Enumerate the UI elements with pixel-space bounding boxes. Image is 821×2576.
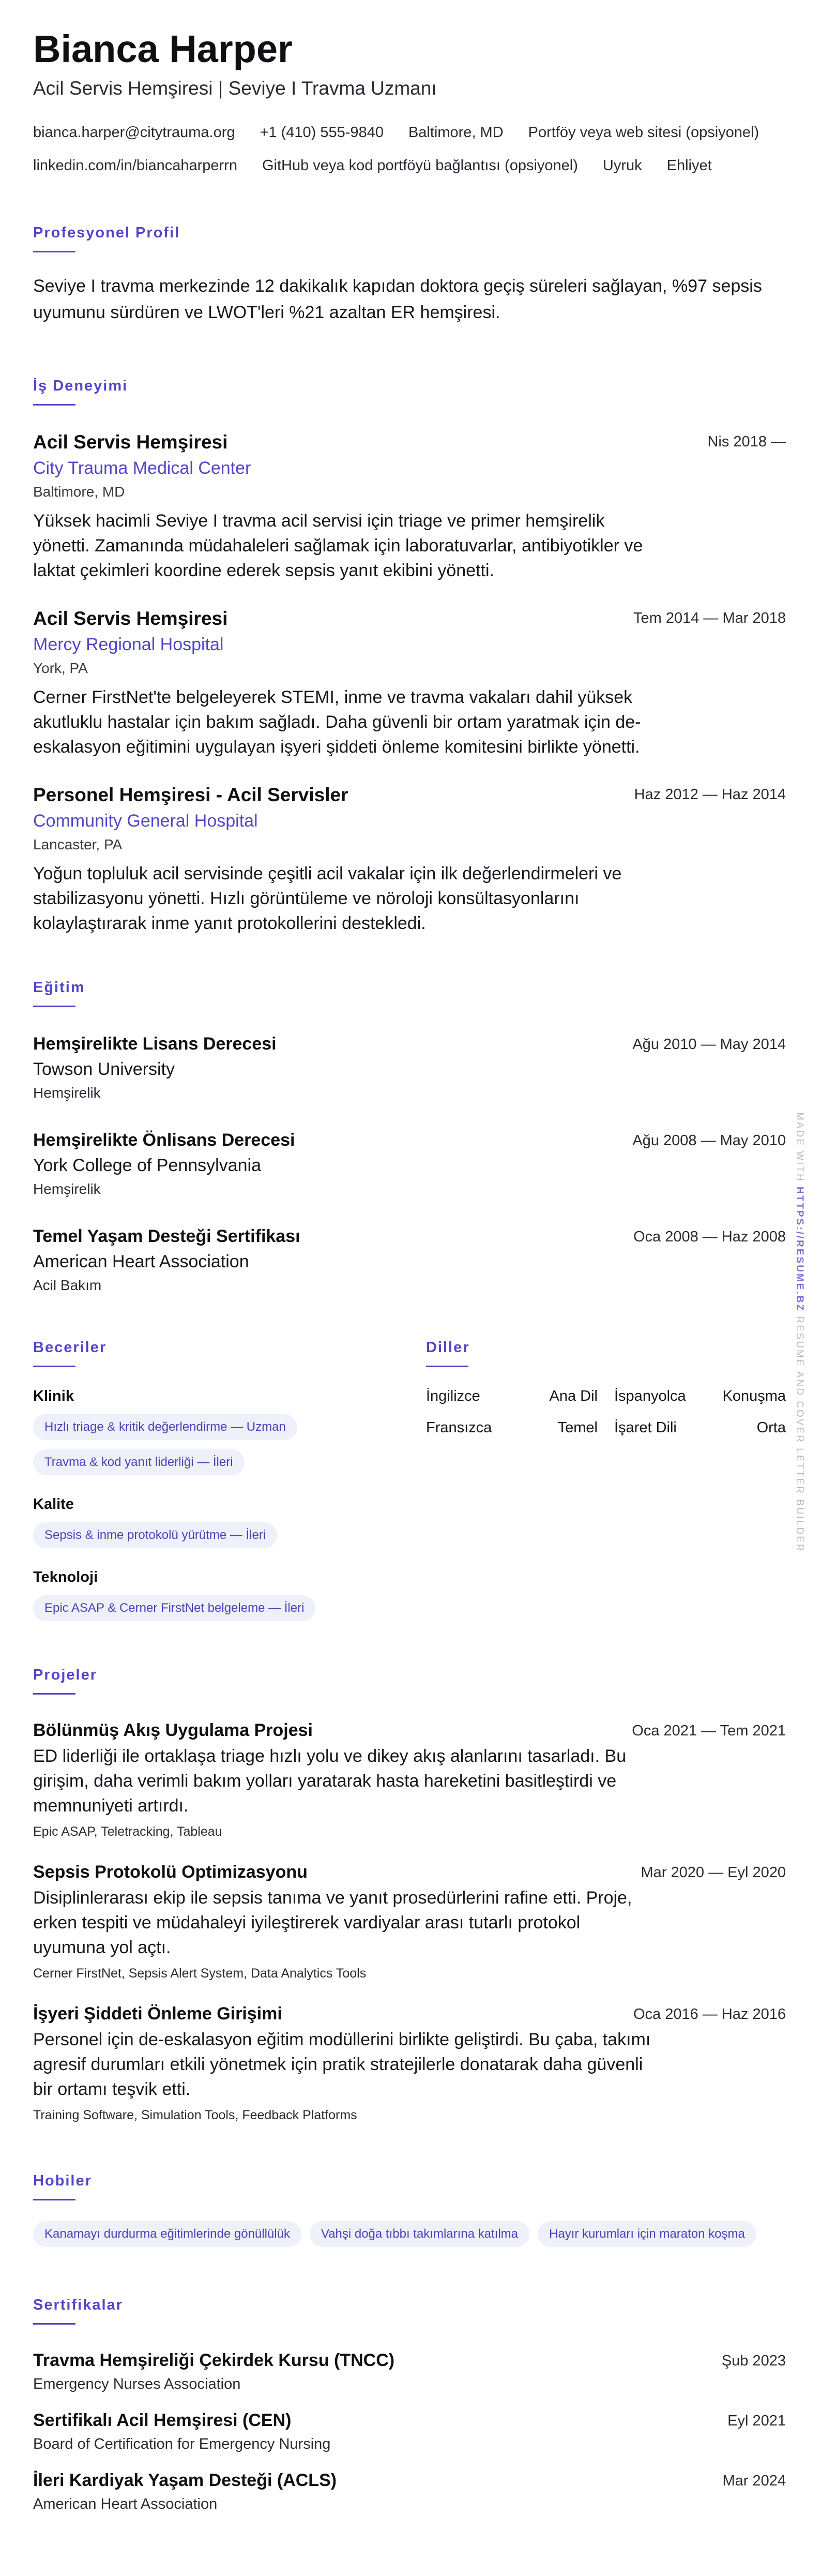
job-date: Haz 2012 — Haz 2014 <box>634 786 786 803</box>
section-title: Eğitim <box>33 979 85 996</box>
project-entry <box>33 2004 786 2123</box>
school-name: York College of Pennsylvania <box>33 1156 262 1175</box>
education-date: Ağu 2008 — May 2010 <box>632 1132 786 1149</box>
contact-location: Baltimore, MD <box>408 124 504 141</box>
project-date: Oca 2016 — Haz 2016 <box>633 2006 786 2023</box>
certification-title: Sertifikalı Acil Hemşiresi (CEN) <box>33 2410 292 2430</box>
project-title: Sepsis Protokolü Optimizasyonu <box>33 1862 308 1882</box>
job-employer: City Trauma Medical Center <box>33 458 251 478</box>
study-field: Hemşirelik <box>33 1085 101 1101</box>
profile-summary: Seviye I travma merkezinde 12 dakikalık kapıdan doktora geçiş süreleri sağlayan, %97 sepsis uyumunu sürdüren ve LWOT'leri %21 azaltan ER hemşiresi. <box>33 276 762 322</box>
section-divider <box>33 2199 75 2200</box>
contact-bar <box>33 123 809 175</box>
section-title: Projeler <box>33 1667 97 1683</box>
language-name: İngilizce <box>426 1388 480 1404</box>
certification-issuer: American Heart Association <box>33 2496 218 2512</box>
language-level: Temel <box>557 1419 598 1436</box>
certification-entry <box>33 2410 786 2453</box>
contact-email[interactable]: bianca.harper@citytrauma.org <box>33 124 235 141</box>
degree-title: Temel Yaşam Desteği Sertifikası <box>33 1226 300 1246</box>
hobby-chips <box>33 2212 786 2247</box>
project-description: Disiplinlerarası ekip ile sepsis tanıma ve yanıt prosedürlerini rafine etti. Proje, erken tespiti ve müdahaleyi iyileştirerek vardiyalar arası tutarlı protokol uyumuna yol açtı. <box>33 1888 632 1957</box>
resume-page <box>33 27 786 2513</box>
school-name: American Heart Association <box>33 1252 249 1271</box>
language-name: Fransızca <box>426 1419 492 1436</box>
education-section <box>33 979 786 1294</box>
language-grid <box>426 1388 786 1436</box>
languages-section <box>426 1339 786 1621</box>
certification-issuer: Emergency Nurses Association <box>33 2376 241 2392</box>
job-employer: Community General Hospital <box>33 811 258 831</box>
skill-chip: Epic ASAP & Cerner FirstNet belgeleme — İleri <box>33 1595 315 1621</box>
section-title: İş Deneyimi <box>33 378 128 394</box>
hobby-chip: Hayır kurumları için maraton koşma <box>538 2221 756 2247</box>
contact-github[interactable]: GitHub veya kod portföyü bağlantısı (opsiyonel) <box>262 157 578 174</box>
skill-chips <box>33 1405 426 1440</box>
projects-section <box>33 1667 786 2123</box>
project-title: İşyeri Şiddeti Önleme Girişimi <box>33 2004 282 2024</box>
project-entry <box>33 1862 786 1981</box>
certification-entry <box>33 2350 786 2393</box>
skill-chips <box>33 1586 426 1621</box>
job-date: Tem 2014 — Mar 2018 <box>633 610 786 626</box>
watermark-link[interactable]: HTTPS://RESUME.BZ <box>794 1187 805 1312</box>
certification-date: Mar 2024 <box>722 2473 786 2489</box>
profile-section <box>33 224 786 326</box>
watermark-suffix: RESUME AND COVER LETTER BUILDER <box>794 1312 805 1553</box>
section-title: Sertifikalar <box>33 2297 123 2313</box>
section-divider <box>33 1006 75 1007</box>
school-name: Towson University <box>33 1059 175 1079</box>
certification-title: Travma Hemşireliği Çekirdek Kursu (TNCC) <box>33 2350 395 2370</box>
language-name: İşaret Dili <box>614 1419 677 1436</box>
language-level: Konuşma <box>722 1388 786 1404</box>
skill-group-title: Kalite <box>33 1496 74 1512</box>
contact-phone[interactable]: +1 (410) 555-9840 <box>260 124 384 141</box>
watermark-prefix: MADE WITH <box>794 1112 805 1187</box>
study-field: Acil Bakım <box>33 1277 102 1293</box>
contact-license: Ehliyet <box>666 157 712 174</box>
degree-title: Hemşirelikte Lisans Derecesi <box>33 1034 277 1054</box>
job-title: Acil Servis Hemşiresi <box>33 608 228 629</box>
skill-chip: Travma & kod yanıt liderliği — İleri <box>33 1449 245 1475</box>
job-location: York, PA <box>33 660 88 676</box>
project-tech: Cerner FirstNet, Sepsis Alert System, Data Analytics Tools <box>33 1966 367 1981</box>
project-title: Bölünmüş Akış Uygulama Projesi <box>33 1720 313 1740</box>
language-item <box>614 1419 786 1436</box>
skill-group-title: Teknoloji <box>33 1569 98 1585</box>
skills-languages-row <box>33 1339 786 1621</box>
education-entry <box>33 1226 786 1294</box>
language-item <box>426 1388 598 1405</box>
study-field: Hemşirelik <box>33 1181 101 1197</box>
section-divider <box>33 2323 75 2325</box>
section-title: Hobiler <box>33 2173 92 2189</box>
hobbies-section <box>33 2173 786 2247</box>
language-level: Ana Dil <box>549 1388 598 1404</box>
skill-chips <box>33 1440 426 1475</box>
experience-section <box>33 378 786 936</box>
education-entry <box>33 1130 786 1197</box>
project-description: ED liderliği ile ortaklaşa triage hızlı yolu ve dikey akış alanlarını tasarladı. Bu girişim, daha verimli bakım yolları yaratarak hasta hareketini basitleştirdi ve memnuniyeti artırdı. <box>33 1746 627 1816</box>
experience-entry <box>33 608 786 759</box>
education-entry <box>33 1034 786 1101</box>
certification-title: İleri Kardiyak Yaşam Desteği (ACLS) <box>33 2470 337 2490</box>
skill-group-title: Klinik <box>33 1388 74 1404</box>
language-item <box>426 1419 598 1436</box>
skills-section <box>33 1339 426 1621</box>
skill-chip: Hızlı triage & kritik değerlendirme — Uzman <box>33 1414 297 1440</box>
skill-chips <box>33 1513 426 1548</box>
section-divider <box>33 404 75 406</box>
certification-issuer: Board of Certification for Emergency Nursing <box>33 2436 331 2452</box>
language-name: İspanyolca <box>614 1388 686 1404</box>
builder-watermark <box>794 1112 805 1553</box>
contact-nationality: Uyruk <box>602 157 642 174</box>
language-level: Orta <box>756 1419 786 1436</box>
candidate-name: Bianca Harper <box>33 27 293 70</box>
certification-date: Eyl 2021 <box>727 2413 786 2429</box>
hobby-chip: Vahşi doğa tıbbı takımlarına katılma <box>310 2221 529 2247</box>
degree-title: Hemşirelikte Önlisans Derecesi <box>33 1130 295 1150</box>
section-divider <box>33 1693 75 1695</box>
section-divider <box>33 251 75 252</box>
job-description: Yoğun topluluk acil servisinde çeşitli acil vakalar için ilk değerlendirmeleri ve stabilizasyonu yönetti. Hızlı görüntüleme ve nöroloji konsültasyonlarını kolaylaştırarak inme yanıt protokollerini destekledi. <box>33 864 622 933</box>
experience-entry <box>33 431 786 583</box>
project-entry <box>33 1720 786 1839</box>
experience-entry <box>33 784 786 936</box>
certification-entry <box>33 2470 786 2513</box>
section-title: Beceriler <box>33 1339 107 1356</box>
language-item <box>614 1388 786 1405</box>
job-title: Acil Servis Hemşiresi <box>33 431 228 453</box>
section-divider <box>33 1366 75 1367</box>
project-tech: Training Software, Simulation Tools, Feedback Platforms <box>33 2108 357 2122</box>
contact-website[interactable]: Portföy veya web sitesi (opsiyonel) <box>528 124 759 141</box>
project-date: Mar 2020 — Eyl 2020 <box>641 1864 786 1881</box>
job-description: Yüksek hacimli Seviye I travma acil servisi için triage ve primer hemşirelik yönetti. Zamanında müdahaleleri sağlamak için laboratuvarlar, antibiyotikler ve laktat çekimleri koordine ederek sepsis yanıt ekibini yönetti. <box>33 511 643 580</box>
job-title: Personel Hemşiresi - Acil Servisler <box>33 784 348 805</box>
hobby-chip: Kanamayı durdurma eğitimlerinde gönüllülük <box>33 2221 301 2247</box>
certifications-section <box>33 2297 786 2513</box>
skill-chip: Sepsis & inme protokolü yürütme — İleri <box>33 1522 277 1548</box>
certification-date: Şub 2023 <box>721 2353 786 2369</box>
education-date: Ağu 2010 — May 2014 <box>632 1036 786 1053</box>
job-date: Nis 2018 — <box>707 433 786 450</box>
section-divider <box>426 1366 468 1367</box>
project-description: Personel için de-eskalasyon eğitim modüllerini birlikte geliştirdi. Bu çaba, takımı agresif durumları etkili yönetmek için pratik stratejilerle donatarak daha güvenli bir ortamı teşvik etti. <box>33 2030 651 2099</box>
section-title: Profesyonel Profil <box>33 224 180 241</box>
candidate-title: Acil Servis Hemşiresi | Seviye I Travma Uzmanı <box>33 78 437 99</box>
project-tech: Epic ASAP, Teletracking, Tableau <box>33 1824 222 1839</box>
project-date: Oca 2021 — Tem 2021 <box>632 1723 786 1739</box>
job-description: Cerner FirstNet'te belgeleyerek STEMI, inme ve travma vakaları dahil yüksek akutluklu hastalar için bakım sağladı. Daha güvenli bir ortam yaratmak için de-eskalasyon eğitimini uygulayan işyeri şiddeti önleme komitesini birlikte yönetti. <box>33 687 641 757</box>
job-employer: Mercy Regional Hospital <box>33 635 224 654</box>
job-location: Baltimore, MD <box>33 484 125 500</box>
job-location: Lancaster, PA <box>33 836 123 852</box>
section-title: Diller <box>426 1339 470 1356</box>
contact-linkedin[interactable]: linkedin.com/in/biancaharperrn <box>33 157 237 174</box>
education-date: Oca 2008 — Haz 2008 <box>633 1229 786 1245</box>
